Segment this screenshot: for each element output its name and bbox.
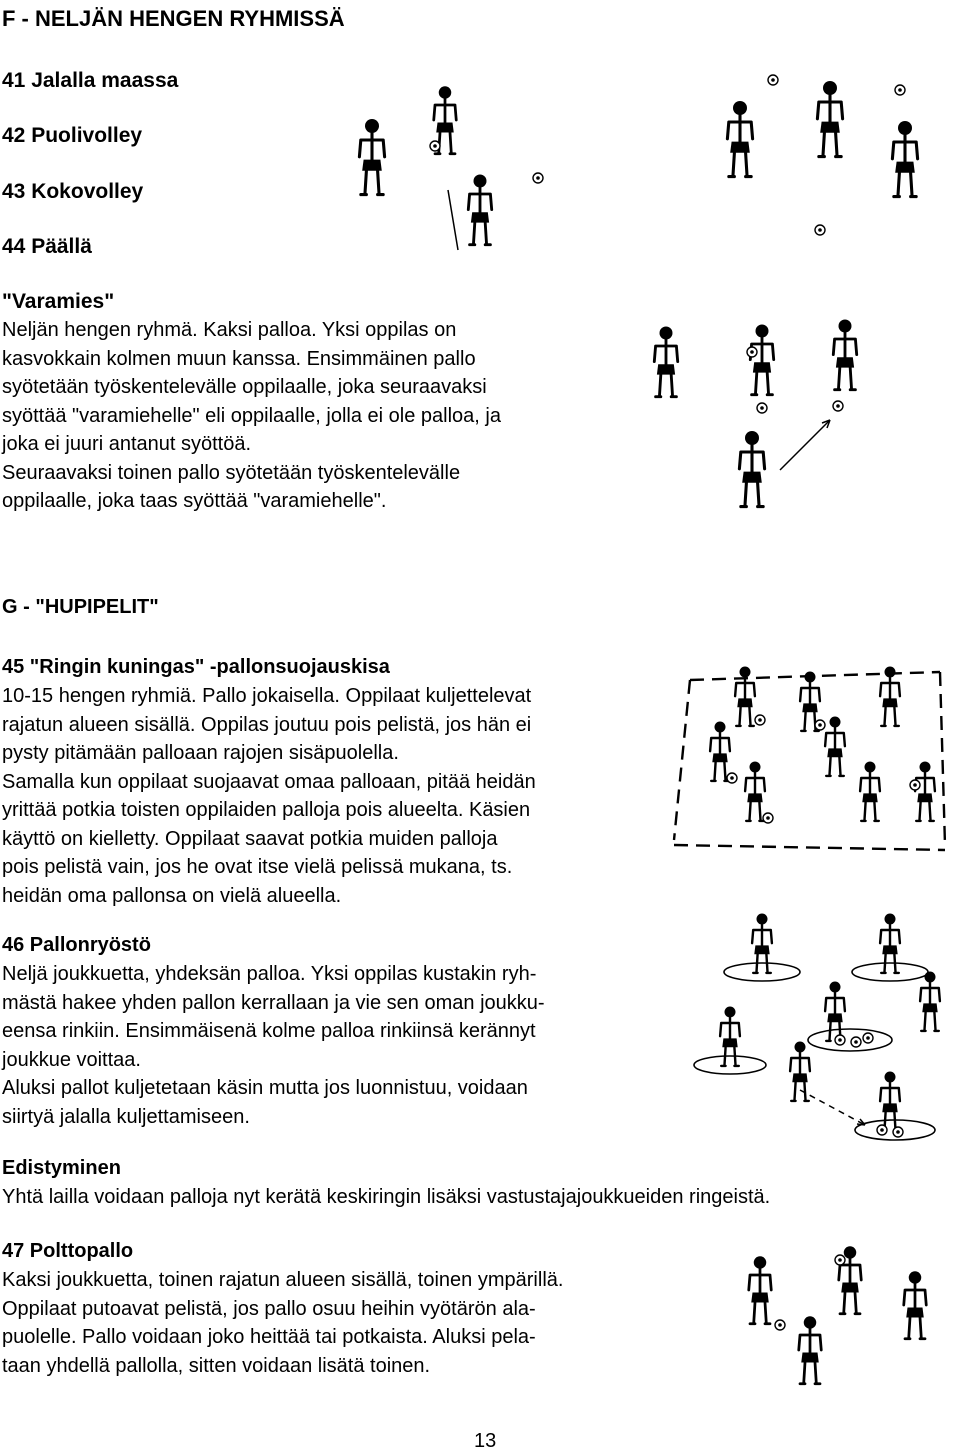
varamies-line: Seuraavaksi toinen pallo syötetään työskentelevälle [2,461,461,484]
exercise-45-line: yrittää potkia toisten oppilaiden palloja pois alueelta. Käsien [2,799,531,821]
varamies-passing-drill-illustration [640,330,880,530]
ringin-kuningas-field-illustration [660,660,950,860]
page-number: 13 [474,1430,497,1452]
exercise-47-line: puolelle. Pallo voidaan joko heittää tai potkaista. Aluksi pela- [2,1326,536,1348]
edistyminen-line: Yhtä lailla voidaan palloja nyt kerätä keskiringin lisäksi vastustajajoukkueiden ringeistä. [2,1186,771,1208]
exercise-45-line: 10-15 hengen ryhmiä. Pallo jokaisella. Oppilaat kuljettelevat [2,685,532,707]
exercise-46-line: joukkue voittaa. [2,1048,141,1071]
varamies-line: kasvokkain kolmen muun kanssa. Ensimmäinen pallo [2,347,476,370]
exercise-47-title: 47 Polttopallo [2,1240,134,1262]
exercise-46-line: Aluksi pallot kuljetetaan käsin mutta jos luonnistuu, voidaan [2,1077,528,1099]
exercise-42-title: 42 Puolivolley [2,124,143,147]
four-players-heading-drill-illustration [340,50,940,250]
exercise-45-line: Samalla kun oppilaat suojaavat omaa palloaan, pitää heidän [2,770,536,793]
exercise-45-line: pysty pitämään palloaan rajojen sisäpuolella. [2,742,399,764]
exercise-47-line: Oppilaat putoavat pelistä, jos pallo osuu heihin vyötärön ala- [2,1297,536,1320]
exercise-47-line: Kaksi joukkuetta, toinen rajatun alueen sisällä, toinen ympärillä. [2,1269,564,1291]
varamies-line: oppilaalle, joka taas syöttää "varamiehelle". [2,490,387,512]
exercise-41-title: 41 Jalalla maassa [2,69,179,92]
varamies-line: Neljän hengen ryhmä. Kaksi palloa. Yksi oppilas on [2,319,457,341]
edistyminen-title: Edistyminen [2,1157,121,1179]
section-f-heading: F - NELJÄN HENGEN RYHMISSÄ [2,6,345,31]
exercise-43-title: 43 Kokovolley [2,180,144,203]
exercise-45-line: pois pelistä vain, jos he ovat itse vielä pelissä mukana, ts. [2,856,513,878]
varamies-title: "Varamies" [2,290,115,313]
exercise-47-text [2,1266,563,1380]
exercise-46-line: mästä hakee yhden pallon kerrallaan ja vie sen oman joukku- [2,991,545,1014]
exercise-45-line: rajatun alueen sisällä. Oppilas joutuu pois pelistä, jos hän ei [2,713,532,736]
varamies-line: joka ei juuri antanut syöttöä. [2,433,252,455]
exercise-46-line: Neljä joukkuetta, yhdeksän palloa. Yksi oppilas kustakin ryh- [2,963,537,985]
exercise-45-title: 45 "Ringin kuningas" -pallonsuojauskisa [2,656,390,678]
varamies-text [2,316,501,516]
section-g-heading: G - "HUPIPELIT" [2,596,159,618]
pallonryosto-rings-illustration [690,930,960,1150]
exercise-45-text [2,682,536,910]
edistyminen-text [2,1183,770,1212]
exercise-46-line: eensa rinkiin. Ensimmäisenä kolme palloa rinkiinsä kerännyt [2,1020,536,1042]
polttopallo-players-illustration [700,1240,950,1410]
exercise-45-line: heidän oma pallonsa on vielä alueella. [2,884,342,907]
exercise-45-line: käyttö on kielletty. Oppilaat saavat potkia muiden palloja [2,827,498,850]
exercise-46-text [2,960,545,1131]
exercise-46-line: siirtyä jalalla kuljettamiseen. [2,1105,250,1128]
varamies-line: syötetään työskentelevälle oppilaalle, joka seuraavaksi [2,376,487,398]
exercise-46-title: 46 Pallonryöstö [2,934,151,956]
exercise-47-line: taan yhdellä pallolla, sitten voidaan lisätä toinen. [2,1354,431,1377]
exercise-44-title: 44 Päällä [2,235,92,258]
varamies-line: syöttää "varamiehelle" eli oppilaalle, jolla ei ole palloa, ja [2,404,501,427]
